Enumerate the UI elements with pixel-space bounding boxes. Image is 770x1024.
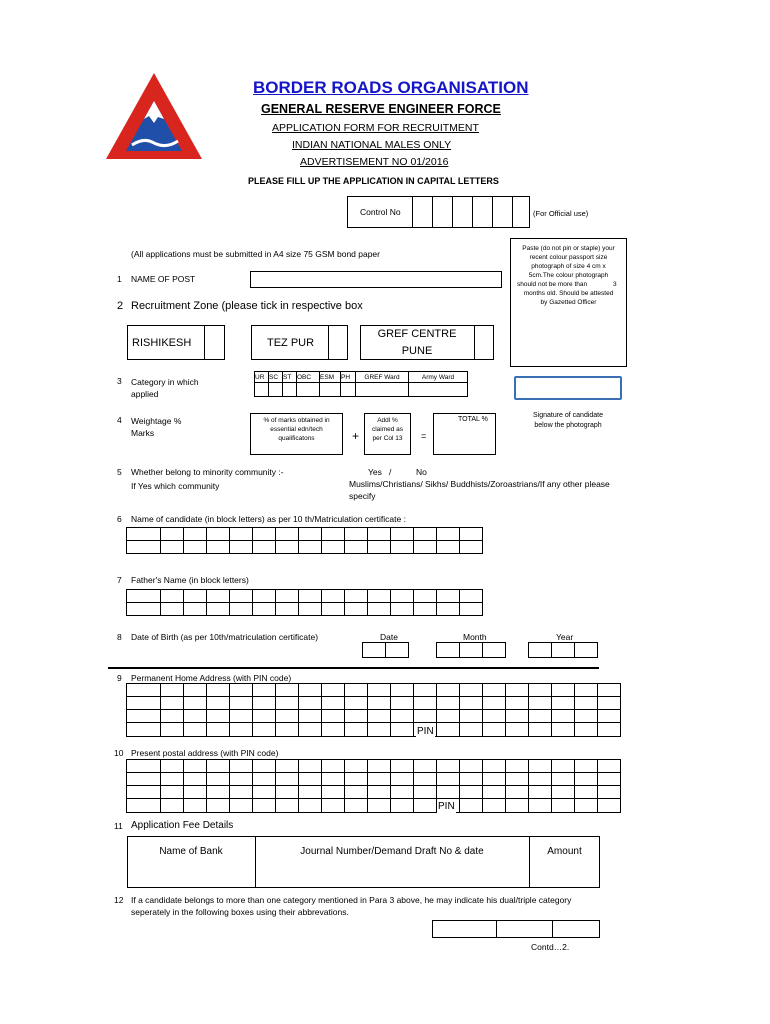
official-use-note: (For Official use) <box>533 209 589 218</box>
marks-line2: essential edn/tech <box>270 426 323 433</box>
q4-label-2: Marks <box>131 428 155 438</box>
q1-number: 1 <box>117 274 122 284</box>
form-title: APPLICATION FORM FOR RECRUITMENT <box>272 122 479 134</box>
marks-line1: % of marks obtained in <box>263 417 330 424</box>
q11-number: 11 <box>114 821 123 831</box>
dob-year-label: Year <box>556 632 574 642</box>
father-name-grid[interactable] <box>126 589 483 616</box>
photo-line7: by Gazetted Officer <box>540 299 597 306</box>
photo-line4: 5cm.The colour photograph <box>528 272 609 279</box>
q3-number: 3 <box>117 376 122 386</box>
dob-date-label: Date <box>380 632 398 642</box>
q5-options-2: specify <box>349 491 376 501</box>
photo-line6: months old. Should be attested <box>523 290 614 297</box>
fee-col-journal: Journal Number/Demand Draft No & date <box>300 846 484 857</box>
permanent-address-grid[interactable] <box>126 683 621 737</box>
q2-label: Recruitment Zone (please tick in respective box <box>131 300 363 312</box>
q3-label-1: Category in which <box>131 377 199 387</box>
fee-col-bank: Name of Bank <box>159 846 223 857</box>
addl-line2: claimed as <box>371 426 404 433</box>
eligibility-title: INDIAN NATIONAL MALES ONLY <box>292 139 452 151</box>
fee-col-amount: Amount <box>547 846 582 857</box>
instruction-text: PLEASE FILL UP THE APPLICATION IN CAPITAL LETTERS <box>248 176 499 186</box>
photo-line5: should not be more than <box>517 281 588 288</box>
q5-no[interactable]: No <box>416 467 427 477</box>
q6-label: Name of candidate (in block letters) as per 10 th/Matriculation certificate : <box>131 514 406 524</box>
q5-label: Whether belong to minority community :- <box>131 467 284 477</box>
cat-gref-ward: GREF Ward <box>364 373 400 381</box>
fee-journal-input[interactable] <box>256 862 529 887</box>
q5-sub: If Yes which community <box>131 481 220 491</box>
org-title: BORDER ROADS ORGANISATION <box>253 78 529 97</box>
cat-st: ST <box>283 373 292 381</box>
signature-box[interactable] <box>514 376 622 400</box>
q11-label: Application Fee Details <box>131 820 234 831</box>
cat-esm: ESM <box>320 373 335 381</box>
photo-line1: Paste (do not pin or staple) your <box>522 245 615 252</box>
dob-date-grid[interactable] <box>362 642 409 658</box>
q12-line2: seperately in the following boxes using their abbrevations. <box>131 907 349 917</box>
q9-number: 9 <box>117 673 122 683</box>
addl-line3: per Col 13 <box>372 435 403 442</box>
cat-obc: OBC <box>297 373 312 381</box>
zone-tezpur-label: TEZ PUR <box>267 337 315 349</box>
q8-number: 8 <box>117 632 122 642</box>
equals-sign: = <box>421 431 427 441</box>
q2-number: 2 <box>117 300 124 312</box>
permanent-pin-label: PIN <box>417 726 434 737</box>
zone-pune-label-2: PUNE <box>401 345 433 357</box>
cat-army-ward: Army Ward <box>421 373 455 381</box>
candidate-name-grid[interactable] <box>126 527 483 554</box>
q12-line1: If a candidate belongs to more than one category mentioned in Para 3 above, he may indicate his dual/triple category <box>131 895 572 905</box>
zone-pune-label-1: GREF CENTRE <box>377 328 457 340</box>
q5-slash: / <box>389 467 392 477</box>
total-label: TOTAL % <box>458 416 488 423</box>
photo-line3: photograph of size 4 cm x <box>531 263 606 270</box>
plus-sign: + <box>352 429 360 443</box>
cat-ph: PH <box>341 373 351 381</box>
present-pin-label: PIN <box>438 801 455 812</box>
signature-note-2: below the photograph <box>534 422 602 429</box>
q6-number: 6 <box>117 514 122 524</box>
control-no-label: Control No <box>360 207 401 217</box>
q4-number: 4 <box>117 415 122 425</box>
present-address-grid[interactable] <box>126 759 621 813</box>
name-of-post-input[interactable] <box>250 271 502 288</box>
category-grid[interactable] <box>254 371 468 397</box>
q10-label: Present postal address (with PIN code) <box>131 748 279 758</box>
q3-label-2: applied <box>131 389 159 399</box>
q5-options-1: Muslims/Christians/ Sikhs/ Buddhists/Zoroastrians/If any other please <box>349 479 610 489</box>
q8-label: Date of Birth (as per 10th/matriculation certificate) <box>131 632 319 642</box>
q12-number: 12 <box>114 895 124 905</box>
q10-number: 10 <box>114 748 124 758</box>
marks-line3: qualificatons <box>278 435 315 442</box>
dob-month-grid[interactable] <box>436 642 506 658</box>
q5-yes[interactable]: Yes <box>368 467 382 477</box>
q7-number: 7 <box>117 575 122 585</box>
a4-note: (All applications must be submitted in A4 size 75 GSM bond paper <box>131 249 380 259</box>
addl-line1: Addl % <box>377 417 398 424</box>
signature-note-1: Signature of candidate <box>532 412 604 419</box>
q7-label: Father's Name (in block letters) <box>131 575 249 585</box>
contd-label: Contd…2. <box>531 942 570 952</box>
q9-label: Permanent Home Address (with PIN code) <box>131 673 292 683</box>
q4-label-1: Weightage % <box>131 416 182 426</box>
photo-line2: recent colour passport size <box>529 254 608 261</box>
cat-sc: SC <box>269 373 279 381</box>
zone-rishikesh-label: RISHIKESH <box>132 337 192 349</box>
dob-month-label: Month <box>463 632 487 642</box>
force-title: GENERAL RESERVE ENGINEER FORCE <box>261 102 501 116</box>
bro-logo <box>104 71 204 161</box>
q1-label: NAME OF POST <box>131 274 196 284</box>
cat-ur: UR <box>255 373 265 381</box>
section-divider <box>108 667 599 669</box>
dob-year-grid[interactable] <box>528 642 598 658</box>
q5-number: 5 <box>117 467 122 477</box>
multi-category-grid[interactable] <box>432 920 600 938</box>
advertisement-title: ADVERTISEMENT NO 01/2016 <box>300 156 449 168</box>
photo-line5b: 3 <box>613 281 617 288</box>
